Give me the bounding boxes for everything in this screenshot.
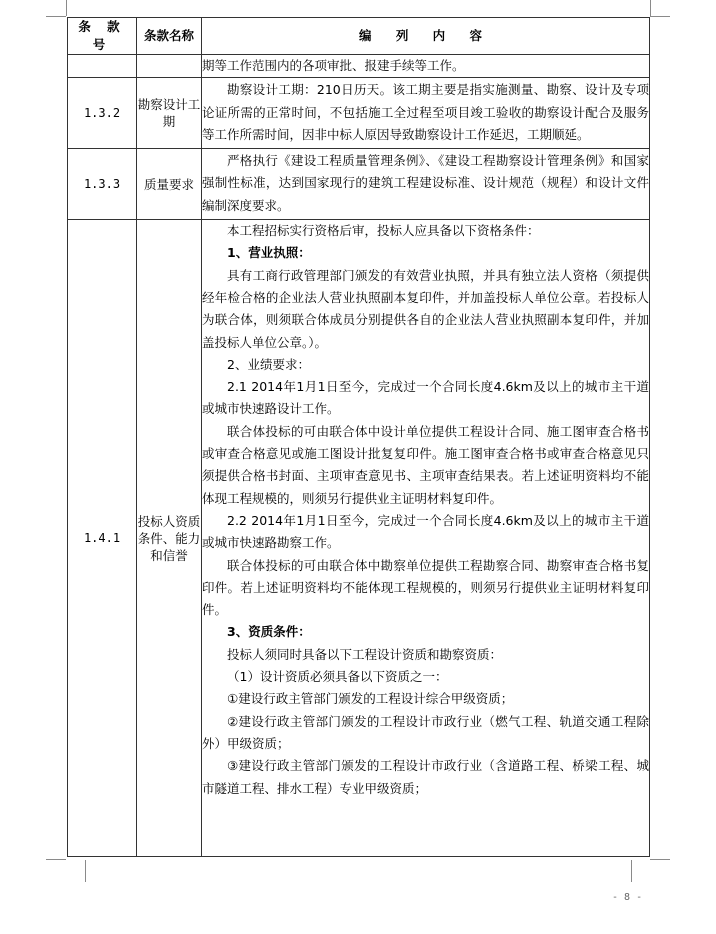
row0-content: [202, 55, 650, 78]
row1-text: 勘察设计工期：210日历天。该工期主要是指实施测量、勘察、设计及专项论证所需的正常时间，不包括施工全过程至项目竣工验收的勘察设计配合及服务等工作所需时间，因非中标人原因导致勘察设计工作延迟，工期顺延。: [202, 82, 649, 142]
crop-mark-top-left-h: [46, 16, 66, 17]
row3-clause-number: 1.4.1: [68, 220, 137, 857]
row3-heading-qualification: 3、资质条件：: [227, 624, 311, 640]
crop-mark-bottom-right-v: [631, 860, 632, 882]
crop-mark-top-left-v: [66, 0, 67, 16]
row3-design-qualification: （1）设计资质必须具备以下资质之一：: [227, 669, 448, 685]
crop-mark-bottom-left-h: [46, 859, 66, 860]
row2-clause-number: 1.3.3: [68, 149, 137, 220]
row0-name-cell: [137, 55, 202, 78]
header-content: 编 列 内 容: [202, 18, 650, 55]
crop-mark-top-right-h: [650, 16, 670, 17]
crop-mark-bottom-right-h: [650, 859, 670, 860]
table-row: [68, 78, 650, 149]
row3-performance-2-1: 2.1 2014年1月1日至今，完成过一个合同长度4.6km及以上的城市主干道或城市快速路设计工作。: [202, 379, 649, 417]
row3-performance-2-1-note: 联合体投标的可由联合体中设计单位提供工程设计合同、施工图审查合格书或审查合格意见或施工图设计批复复印件。施工图审查合格书或审查合格意见只须提供合格书封面、主项审查意见书、主项审查结果表。若上述证明资料均不能体现工程规模的，则须另行提供业主证明材料复印件。: [202, 423, 649, 506]
row3-qualification-item-1: ①建设行政主管部门颁发的工程设计综合甲级资质；: [227, 691, 514, 707]
page-number: - 8 -: [612, 892, 643, 903]
row3-performance-2-2: 2.2 2014年1月1日至今，完成过一个合同长度4.6km及以上的城市主干道或城市快速路勘察工作。: [202, 512, 649, 551]
row3-qualification-item-2: ②建设行政主管部门颁发的工程设计市政行业（燃气工程、轨道交通工程除外）甲级资质；: [202, 713, 649, 751]
row2-clause-name: 质量要求: [137, 149, 202, 220]
row3-clause-name: 投标人资质条件、能力和信誉: [137, 220, 202, 857]
table-header-row: [68, 18, 650, 55]
row2-text: 严格执行《建设工程质量管理条例》、《建设工程勘察设计管理条例》和国家强制性标准，达到国家现行的建筑工程建设标准、设计规范（规程）和设计文件编制深度要求。: [202, 153, 649, 213]
header-clause-name: 条款名称: [137, 18, 202, 55]
row0-text: 期等工作范围内的各项审批、报建手续等工作。: [202, 58, 465, 73]
row3-performance-2-2-note: 联合体投标的可由联合体中勘察单位提供工程勘察合同、勘察审查合格书复印件。若上述证明资料均不能体现工程规模的，则须另行提供业主证明材料复印件。: [202, 557, 649, 618]
row3-business-license-text: 具有工商行政管理部门颁发的有效营业执照，并具有独立法人资格（须提供经年检合格的企业法人营业执照副本复印件，并加盖投标人单位公章。若投标人为联合体，则须联合体成员分别提供各自的企业法人营业执照副本复印件，并加盖投标人单位公章。）。: [202, 267, 649, 350]
header-clause-number: 条 款 号: [68, 18, 137, 55]
row3-content: [202, 220, 650, 857]
table-row: [68, 220, 650, 857]
row0-num-cell: [68, 55, 137, 78]
row1-clause-name: 勘察设计工期: [137, 78, 202, 149]
row3-qualification-intro: 投标人须同时具备以下工程设计资质和勘察资质：: [227, 646, 503, 662]
row2-content: [202, 149, 650, 220]
row3-intro: 本工程招标实行资格后审，投标人应具备以下资格条件：: [227, 223, 540, 239]
table-row: [68, 149, 650, 220]
row3-qualification-item-3: ③建设行政主管部门颁发的工程设计市政行业（含道路工程、桥梁工程、城市隧道工程、排水工程）专业甲级资质；: [202, 758, 649, 796]
crop-mark-bottom-left-v: [85, 860, 86, 882]
row1-clause-number: 1.3.2: [68, 78, 137, 149]
crop-mark-top-right-v: [650, 0, 651, 16]
table-row: [68, 55, 650, 78]
row3-heading-business-license: 1、营业执照：: [227, 245, 311, 261]
row1-content: [202, 78, 650, 149]
tender-spec-table: [67, 17, 650, 857]
row3-heading-performance: 2、业绩要求：: [227, 356, 310, 372]
